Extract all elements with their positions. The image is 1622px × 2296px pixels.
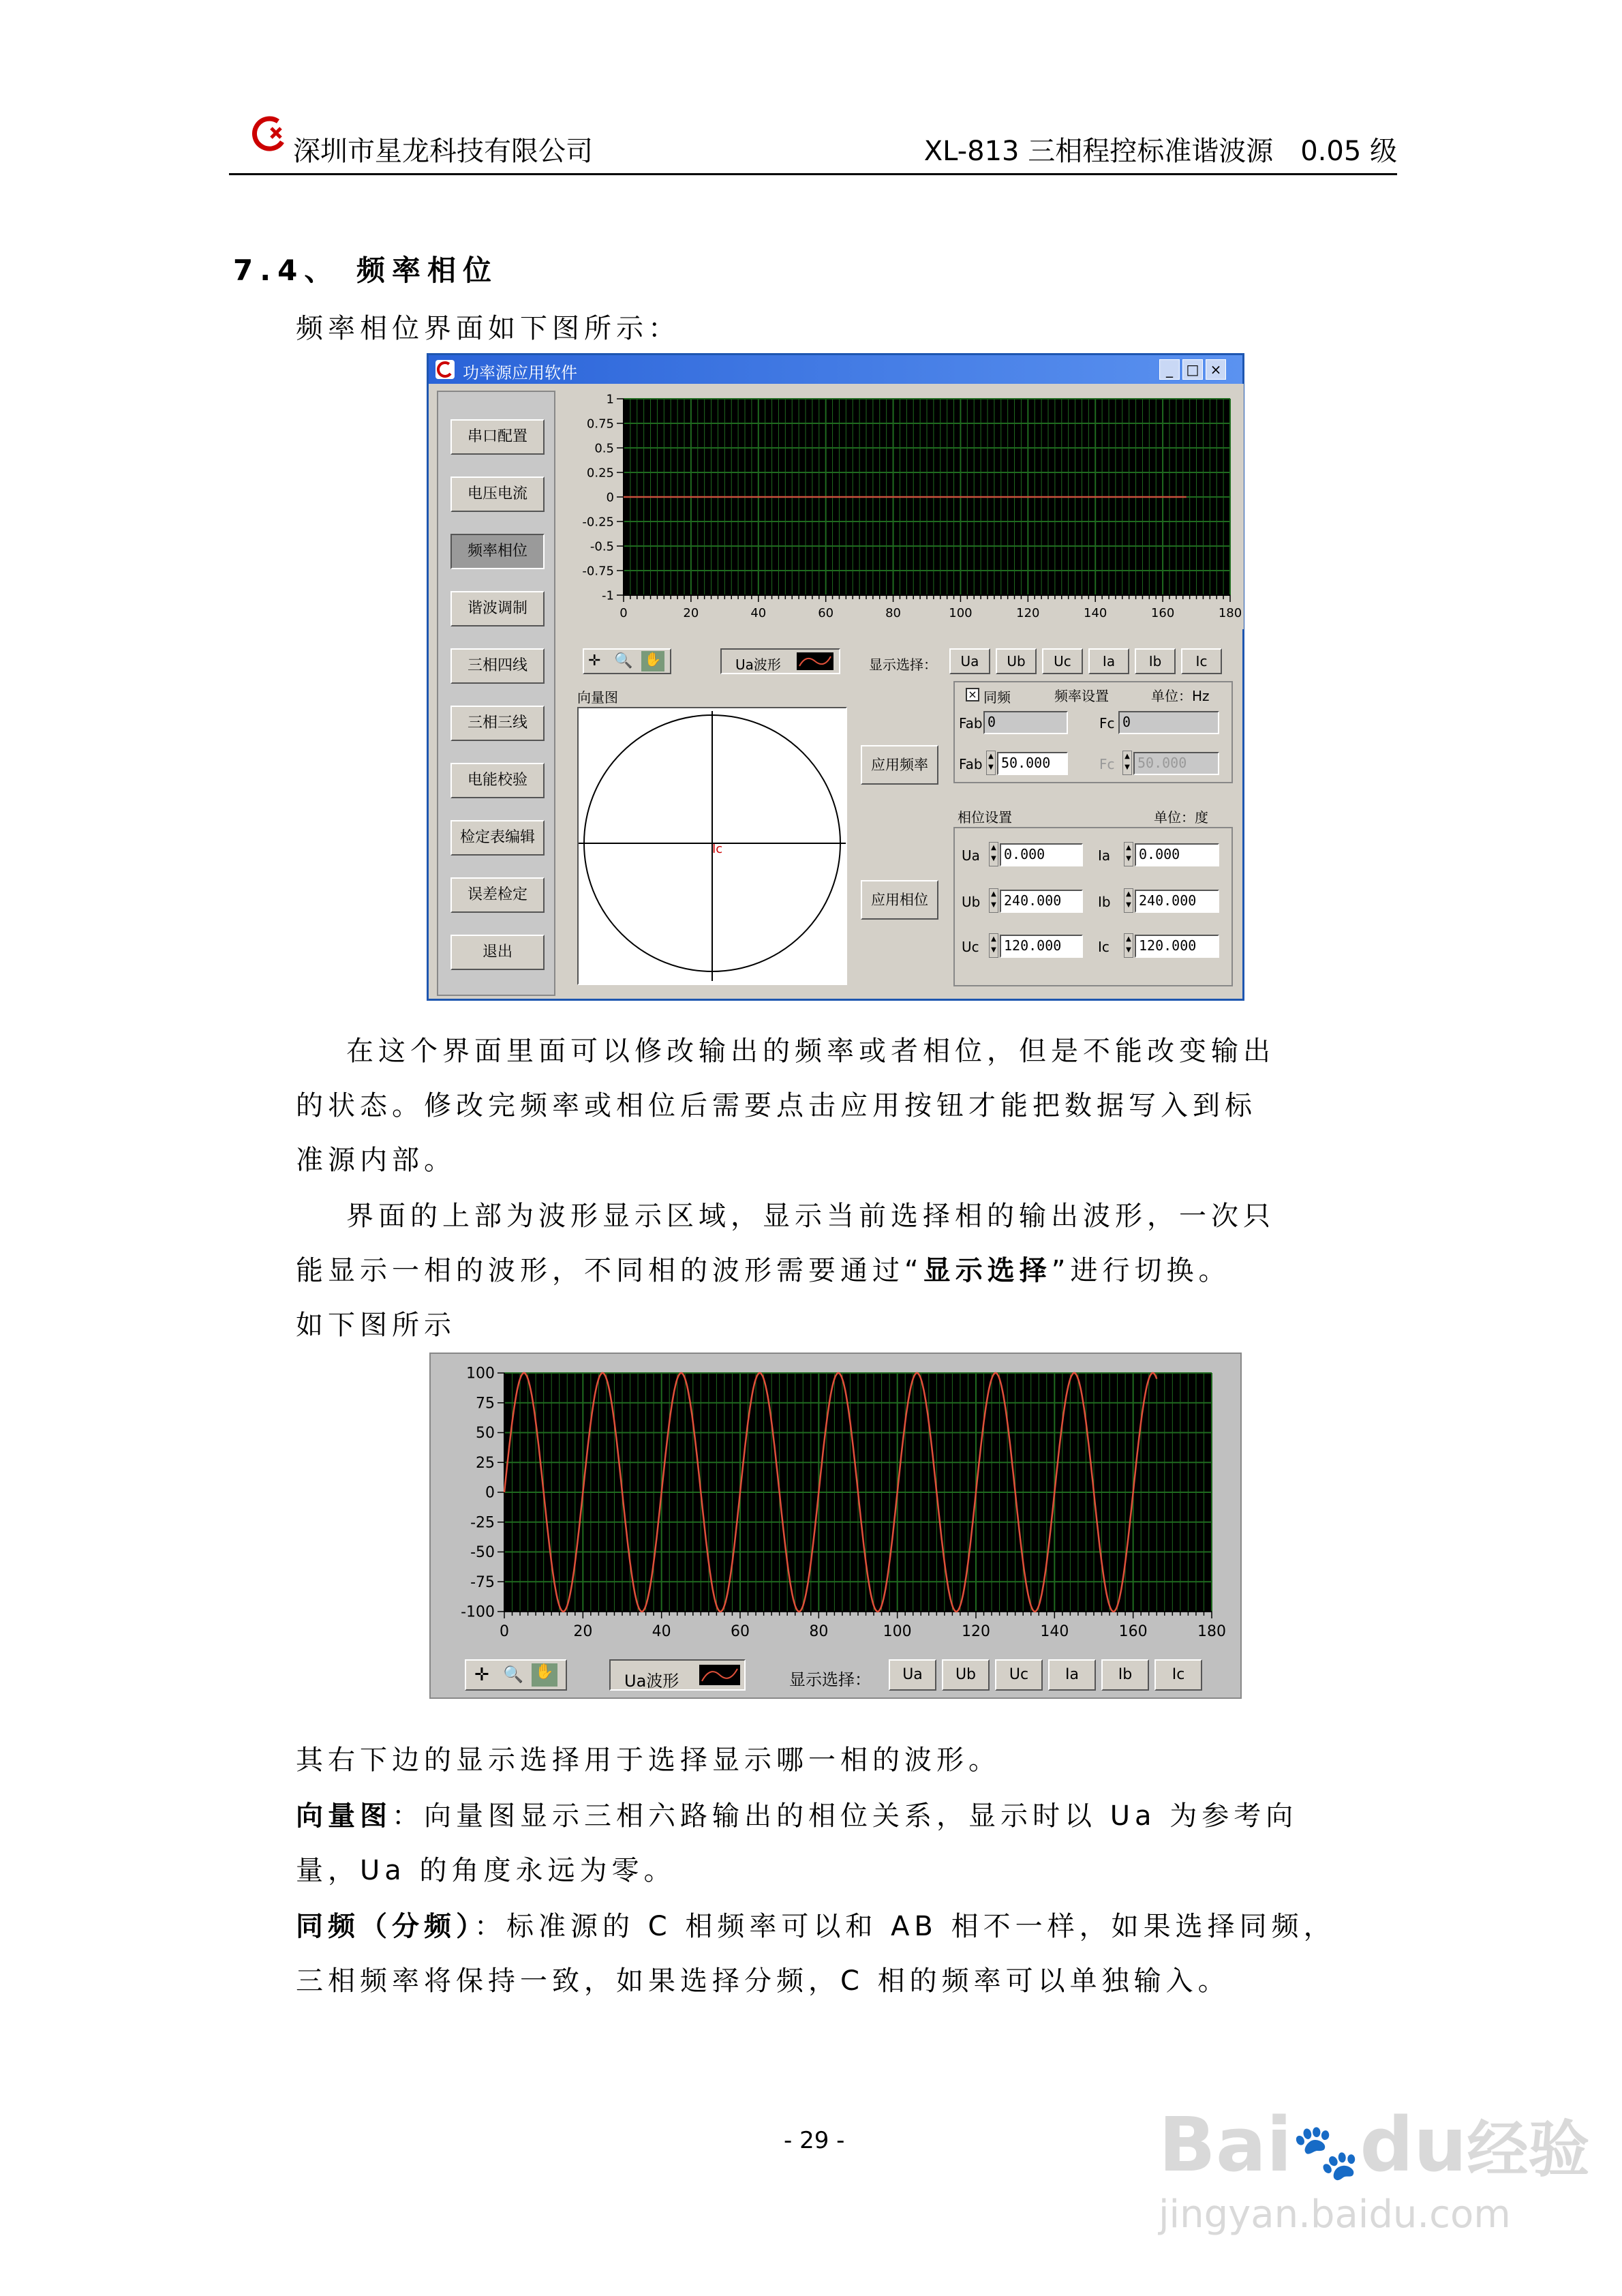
app-window [427, 353, 1244, 1001]
y-tick-label: -0.5 [590, 539, 614, 554]
x-tick-label: 20 [573, 1623, 593, 1640]
header-divider [229, 173, 1397, 175]
crosshair-icon[interactable]: ✛ [588, 652, 601, 669]
y-tick-label: -100 [461, 1603, 495, 1621]
y-tick-label: 0 [606, 490, 614, 505]
phase-unit: 单位：度 [1154, 809, 1208, 826]
close-button[interactable]: × [1206, 359, 1226, 380]
uc-phase-input[interactable]: 120.000 [1000, 935, 1083, 958]
x-tick-label: 60 [731, 1623, 750, 1640]
ia-phase-spinner[interactable]: ▲ ▼ [1124, 842, 1133, 866]
ib-phase-label: Ib [1098, 894, 1111, 910]
y-tick-label: 100 [466, 1365, 495, 1383]
maximize-button[interactable]: □ [1182, 359, 1203, 380]
pan-hand-icon[interactable]: ✋ [641, 651, 664, 671]
window-title: 功率源应用软件 [463, 363, 577, 382]
fc-readout: 0 [1118, 711, 1219, 734]
phase-ub-button[interactable]: Ub [996, 648, 1037, 674]
fc-spinner[interactable]: ▲ ▼ [1122, 751, 1132, 775]
watermark-suffix: 经验 [1467, 2114, 1590, 2186]
para2-line2-post: ”进行切换。 [1051, 1255, 1231, 1286]
x-tick-label: 80 [809, 1623, 829, 1640]
phase-group [953, 827, 1233, 986]
x-tick-label: 100 [883, 1623, 912, 1640]
y-tick-label: 0.5 [594, 441, 614, 456]
y-tick-label: 1 [606, 392, 614, 407]
y-tick-label: 0.75 [586, 417, 614, 432]
x-tick-label: 140 [1084, 606, 1107, 620]
watermark-brand-text2: du [1360, 2101, 1467, 2188]
wave-label: Ua波形 [735, 656, 781, 673]
y-tick-label: 75 [476, 1395, 495, 1413]
para1-line2: 的状态。修改完频率或相位后需要点击应用按钮才能把数据写入到标 [296, 1090, 1257, 1121]
section-title: 7.4、 频率相位 [233, 254, 499, 287]
x-tick-label: 40 [652, 1623, 671, 1640]
uc-phase-spinner[interactable]: ▲ ▼ [989, 933, 998, 958]
waveform-ib-button[interactable]: Ib [1101, 1659, 1149, 1691]
para2-line1: 界面的上部为波形显示区域，显示当前选择相的输出波形，一次只 [346, 1200, 1275, 1232]
y-tick-label: -0.75 [582, 564, 614, 579]
fc-read-label: Fc [1099, 715, 1115, 731]
para2-line3: 如下图所示 [296, 1310, 456, 1341]
product-name: XL-813 三相程控标准谐波源 0.05 级 [923, 136, 1397, 167]
fc-input[interactable]: 50.000 [1133, 752, 1219, 775]
x-tick-label: 140 [1040, 1623, 1069, 1640]
sync-desc-line1 [296, 1905, 1336, 1944]
para3: 其右下边的显示选择用于选择显示哪一相的波形。 [296, 1744, 1000, 1776]
watermark-brand [1159, 2100, 1589, 2188]
fab-readout: 0 [983, 711, 1068, 734]
sidebar-voltage-current-button[interactable]: 电压电流 [450, 477, 545, 512]
ic-phase-spinner[interactable]: ▲ ▼ [1124, 933, 1133, 958]
x-tick-label: 120 [1016, 606, 1040, 620]
ub-phase-input[interactable]: 240.000 [1000, 890, 1083, 913]
sync-desc-line2: 三相频率将保持一致，如果选择分频，C 相的频率可以单独输入。 [296, 1965, 1230, 1997]
ib-phase-input[interactable]: 240.000 [1135, 890, 1219, 913]
frequency-group [953, 681, 1233, 783]
waveform-ua-button[interactable]: Ua [889, 1659, 936, 1691]
sidebar-3p3w-button[interactable]: 三相三线 [450, 706, 545, 741]
ic-phase-input[interactable]: 120.000 [1135, 935, 1219, 958]
phase-ua-button[interactable]: Ua [949, 648, 990, 674]
phase-ib-button[interactable]: Ib [1135, 648, 1176, 674]
y-tick-label: -50 [470, 1544, 495, 1562]
vector-ic-label: Ic [712, 842, 723, 856]
vector-desc-text1: ：向量图显示三相六路输出的相位关系，显示时以 Ua 为参考向 [392, 1800, 1298, 1832]
fab-spinner[interactable]: ▲ ▼ [986, 751, 996, 775]
waveform-wave-icon [699, 1665, 740, 1685]
sync-desc-text1: ：标准源的 C 相频率可以和 AB 相不一样，如果选择同频， [474, 1911, 1336, 1942]
company-name: 深圳市星龙科技有限公司 [293, 136, 593, 167]
watermark-url: jingyan.baidu.com [1159, 2192, 1511, 2237]
zoom-icon[interactable]: 🔍 [614, 652, 633, 669]
ua-phase-spinner[interactable]: ▲ ▼ [989, 842, 998, 866]
waveform-ia-button[interactable]: Ia [1048, 1659, 1096, 1691]
vector-plot [579, 708, 846, 984]
x-tick-label: 180 [1197, 1623, 1226, 1640]
waveform-tools [465, 1659, 567, 1691]
apply-phase-button[interactable]: 应用相位 [861, 880, 938, 920]
y-tick-label: -75 [470, 1573, 495, 1591]
x-tick-label: 20 [683, 606, 699, 620]
ua-phase-label: Ua [962, 847, 980, 864]
ub-phase-label: Ub [962, 894, 981, 910]
display-select-label: 显示选择： [869, 656, 937, 673]
y-tick-label: 50 [476, 1425, 495, 1442]
crosshair-icon[interactable]: ✛ [474, 1665, 489, 1685]
vector-title: 向量图 [577, 689, 618, 706]
chart-tools [583, 648, 671, 674]
para1-line1: 在这个界面里面可以修改输出的频率或者相位，但是不能改变输出 [346, 1036, 1275, 1067]
frequency-group-title: 频率设置 [1054, 688, 1109, 704]
waveform-ub-button[interactable]: Ub [942, 1659, 990, 1691]
ub-phase-spinner[interactable]: ▲ ▼ [989, 888, 998, 913]
wave-icon [797, 652, 833, 670]
y-tick-label: -0.25 [582, 515, 614, 530]
vector-desc-line1 [296, 1794, 1298, 1833]
fab-input[interactable]: 50.000 [997, 752, 1068, 775]
pan-hand-icon[interactable]: ✋ [532, 1663, 557, 1687]
fc-set-label: Fc [1099, 756, 1115, 772]
vector-desc-line2: 量，Ua 的角度永远为零。 [296, 1855, 676, 1886]
watermark-paw-icon: 🐾 [1291, 2120, 1360, 2184]
uc-phase-label: Uc [962, 939, 979, 955]
x-tick-label: 100 [949, 606, 973, 620]
app-icon [435, 360, 455, 379]
sidebar-serial-config-button[interactable]: 串口配置 [450, 419, 545, 455]
waveform-wave-selector[interactable] [609, 1659, 746, 1691]
x-tick-label: 80 [885, 606, 902, 620]
waveform-sine-chart [431, 1354, 1240, 1647]
phase-uc-button[interactable]: Uc [1042, 648, 1083, 674]
waveform-panel [429, 1353, 1242, 1699]
frequency-unit: 单位：Hz [1151, 688, 1210, 704]
page-number: - 29 - [784, 2127, 845, 2154]
vector-desc-bold: 向量图 [296, 1800, 392, 1832]
x-tick-label: 160 [1150, 606, 1175, 620]
ia-phase-label: Ia [1098, 847, 1111, 864]
sidebar-3p4w-button[interactable]: 三相四线 [450, 648, 545, 684]
x-tick-label: 40 [750, 606, 767, 620]
x-tick-label: 160 [1118, 1623, 1148, 1640]
x-tick-label: 0 [500, 1623, 509, 1640]
y-tick-label: 0 [485, 1484, 495, 1502]
para2-line2 [296, 1249, 1230, 1288]
sync-label: 同频 [983, 689, 1011, 706]
sync-checkbox[interactable]: × [966, 688, 979, 701]
apply-frequency-button[interactable]: 应用频率 [861, 745, 938, 785]
company-logo-icon [251, 115, 289, 153]
para2-line2-bold: 显示选择 [923, 1255, 1052, 1286]
x-tick-label: 60 [818, 606, 834, 620]
sidebar-harmonic-button[interactable]: 谐波调制 [450, 591, 545, 626]
x-tick-label: 120 [962, 1623, 990, 1640]
y-tick-label: -25 [470, 1514, 495, 1532]
para1-line3: 准源内部。 [296, 1145, 456, 1176]
x-tick-label: 180 [1218, 606, 1242, 620]
waveform-display-select-label: 显示选择： [789, 1670, 871, 1689]
fab-read-label: Fab [959, 715, 983, 731]
waveform-uc-button[interactable]: Uc [995, 1659, 1043, 1691]
intro-text: 频率相位界面如下图所示： [296, 313, 680, 344]
zoom-icon[interactable]: 🔍 [503, 1665, 523, 1684]
sidebar-energy-check-button[interactable]: 电能校验 [450, 763, 545, 798]
vector-diagram [577, 707, 847, 985]
phase-ic-button[interactable]: Ic [1181, 648, 1222, 674]
ua-phase-input[interactable]: 0.000 [1000, 843, 1083, 866]
wave-selector[interactable] [720, 648, 840, 674]
ic-phase-label: Ic [1098, 939, 1110, 955]
page-header [0, 0, 1622, 184]
ia-phase-input[interactable]: 0.000 [1135, 843, 1219, 866]
sidebar [437, 391, 555, 996]
y-tick-label: 25 [476, 1454, 495, 1472]
phase-ia-button[interactable]: Ia [1088, 648, 1129, 674]
waveform-wave-label: Ua波形 [624, 1672, 679, 1691]
y-tick-label: 0.25 [586, 466, 614, 481]
sidebar-error-check-button[interactable]: 误差检定 [450, 877, 545, 913]
sync-desc-bold: 同频（分频） [296, 1911, 474, 1942]
waveform-chart [555, 384, 1244, 629]
sidebar-exit-button[interactable]: 退出 [450, 935, 545, 970]
sidebar-table-edit-button[interactable]: 检定表编辑 [450, 820, 545, 856]
phase-group-title: 相位设置 [958, 809, 1012, 826]
window-titlebar [429, 355, 1242, 384]
para2-line2-pre: 能显示一相的波形，不同相的波形需要通过“ [296, 1255, 923, 1286]
y-tick-label: -1 [602, 588, 614, 603]
ib-phase-spinner[interactable]: ▲ ▼ [1124, 888, 1133, 913]
sidebar-freq-phase-button[interactable]: 频率相位 [450, 534, 545, 569]
waveform-ic-button[interactable]: Ic [1154, 1659, 1202, 1691]
fab-set-label: Fab [959, 756, 983, 772]
watermark-brand-text: Bai [1159, 2101, 1292, 2188]
minimize-button[interactable]: _ [1159, 359, 1180, 380]
x-tick-label: 0 [619, 606, 628, 620]
